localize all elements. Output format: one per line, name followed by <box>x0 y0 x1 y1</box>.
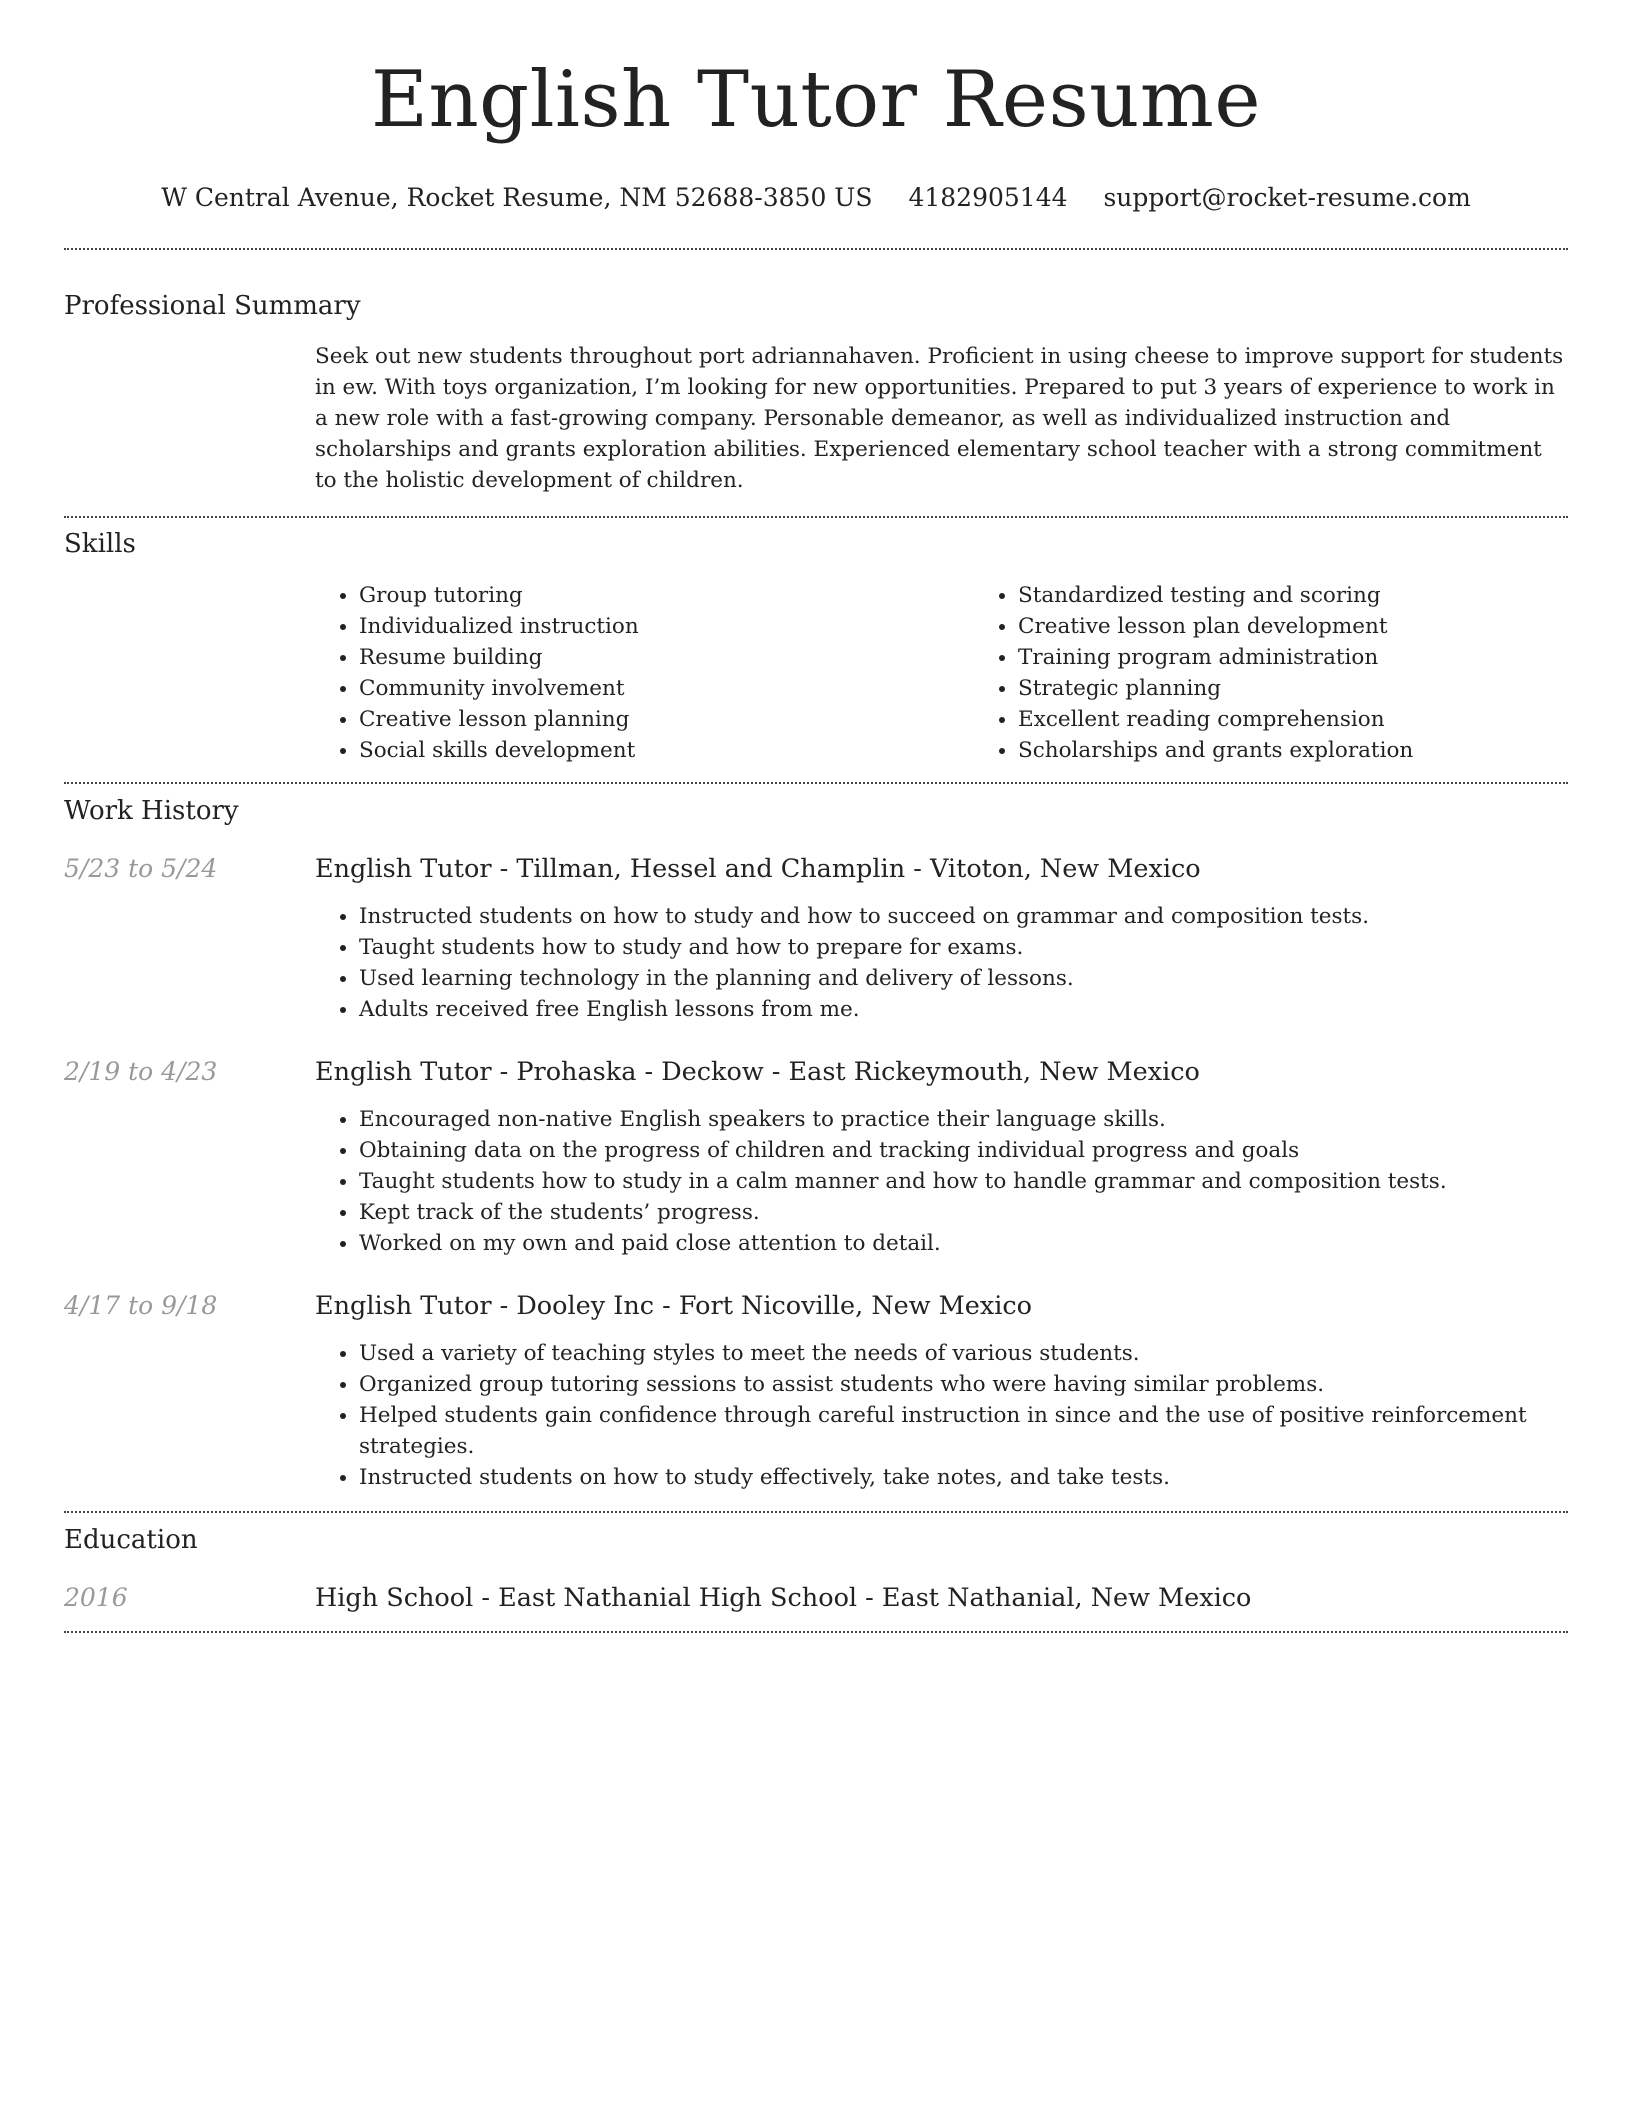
skills-list-right <box>974 580 1632 766</box>
skills-heading: Skills <box>64 529 136 559</box>
summary-text: Seek out new students throughout port adriannahaven. Proficient in using cheese to improve support for students in ew. With toys organization, I’m looking for new opportunities. Prepared to put 3 years of experience to work in a new role with a fast-growing company. Personable demeanor, as well as individualized instruction and scholarships and grants exploration abilities. Experienced elementary school teacher with a strong commitment to the holistic development of children. <box>315 344 1564 493</box>
skill-item: • Group tutoring <box>359 580 974 611</box>
job-role: English Tutor <box>315 1291 492 1321</box>
summary-heading: Professional Summary <box>64 291 361 321</box>
job-dates: 2/19 to 4/23 <box>64 1057 218 1086</box>
job-bullet: • Worked on my own and paid close attention to detail. <box>359 1228 1568 1259</box>
contact-line <box>64 182 1568 214</box>
education-details: - East Nathanial High School - East Nathanial, New Mexico <box>473 1583 1252 1613</box>
skill-item: • Creative lesson plan development <box>1018 611 1632 642</box>
skill-item: • Strategic planning <box>1018 673 1632 704</box>
divider <box>64 1631 1568 1633</box>
education-heading: Education <box>64 1525 198 1555</box>
job-details: - Prohaska - Deckow - East Rickeymouth, New Mexico <box>491 1057 1200 1087</box>
skills-section <box>64 518 1568 766</box>
contact-address: W Central Avenue, Rocket Resume, NM 52688-3850 US <box>161 183 873 212</box>
skill-item: • Individualized instruction <box>359 611 974 642</box>
job-entry <box>64 1290 1568 1493</box>
job-bullet: • Organized group tutoring sessions to assist students who were having similar problems. <box>359 1369 1568 1400</box>
skill-item: • Social skills development <box>359 735 974 766</box>
job-bullets <box>315 1104 1568 1259</box>
skills-list-left <box>315 580 974 766</box>
job-title <box>315 1290 1568 1322</box>
job-bullet: • Used a variety of teaching styles to meet the needs of various students. <box>359 1338 1568 1369</box>
education-year: 2016 <box>64 1583 128 1612</box>
resume-title: English Tutor Resume <box>371 55 1261 145</box>
job-entry <box>64 853 1568 1025</box>
skill-item: • Community involvement <box>359 673 974 704</box>
job-bullet: • Obtaining data on the progress of children and tracking individual progress and goals <box>359 1135 1568 1166</box>
job-bullet: • Helped students gain confidence through careful instruction in since and the use of positive reinforcement strategies. <box>359 1400 1568 1462</box>
job-bullets <box>315 1338 1568 1493</box>
job-title <box>315 853 1568 885</box>
work-section <box>64 784 1568 1493</box>
job-bullet: • Used learning technology in the planning and delivery of lessons. <box>359 963 1568 994</box>
job-role: English Tutor <box>315 854 492 884</box>
work-heading: Work History <box>64 796 239 826</box>
job-bullet: • Encouraged non-native English speakers to practice their language skills. <box>359 1104 1568 1135</box>
job-title <box>315 1056 1568 1088</box>
contact-email: support@rocket-resume.com <box>1103 183 1471 212</box>
job-role: English Tutor <box>315 1057 492 1087</box>
skill-item: • Resume building <box>359 642 974 673</box>
job-dates: 4/17 to 9/18 <box>64 1291 218 1320</box>
contact-phone: 4182905144 <box>908 183 1068 212</box>
skill-item: • Excellent reading comprehension <box>1018 704 1632 735</box>
job-entry <box>64 1056 1568 1259</box>
skill-item: • Scholarships and grants exploration <box>1018 735 1632 766</box>
education-title <box>315 1582 1568 1614</box>
skill-item: • Training program administration <box>1018 642 1632 673</box>
job-bullet: • Taught students how to study in a calm manner and how to handle grammar and composition tests. <box>359 1166 1568 1197</box>
job-bullet: • Adults received free English lessons from me. <box>359 994 1568 1025</box>
job-bullet: • Instructed students on how to study effectively, take notes, and take tests. <box>359 1462 1568 1493</box>
skill-item: • Standardized testing and scoring <box>1018 580 1632 611</box>
education-section <box>64 1513 1568 1614</box>
job-bullet: • Instructed students on how to study and how to succeed on grammar and composition tests. <box>359 901 1568 932</box>
job-details: - Dooley Inc - Fort Nicoville, New Mexico <box>491 1291 1033 1321</box>
education-entry <box>64 1582 1568 1614</box>
job-bullet: • Kept track of the students’ progress. <box>359 1197 1568 1228</box>
summary-section <box>64 250 1568 496</box>
job-details: - Tillman, Hessel and Champlin - Vitoton, New Mexico <box>491 854 1201 884</box>
job-dates: 5/23 to 5/24 <box>64 854 218 883</box>
skill-item: • Creative lesson planning <box>359 704 974 735</box>
education-degree: High School <box>315 1583 474 1613</box>
job-bullet: • Taught students how to study and how to prepare for exams. <box>359 932 1568 963</box>
job-bullets <box>315 901 1568 1025</box>
